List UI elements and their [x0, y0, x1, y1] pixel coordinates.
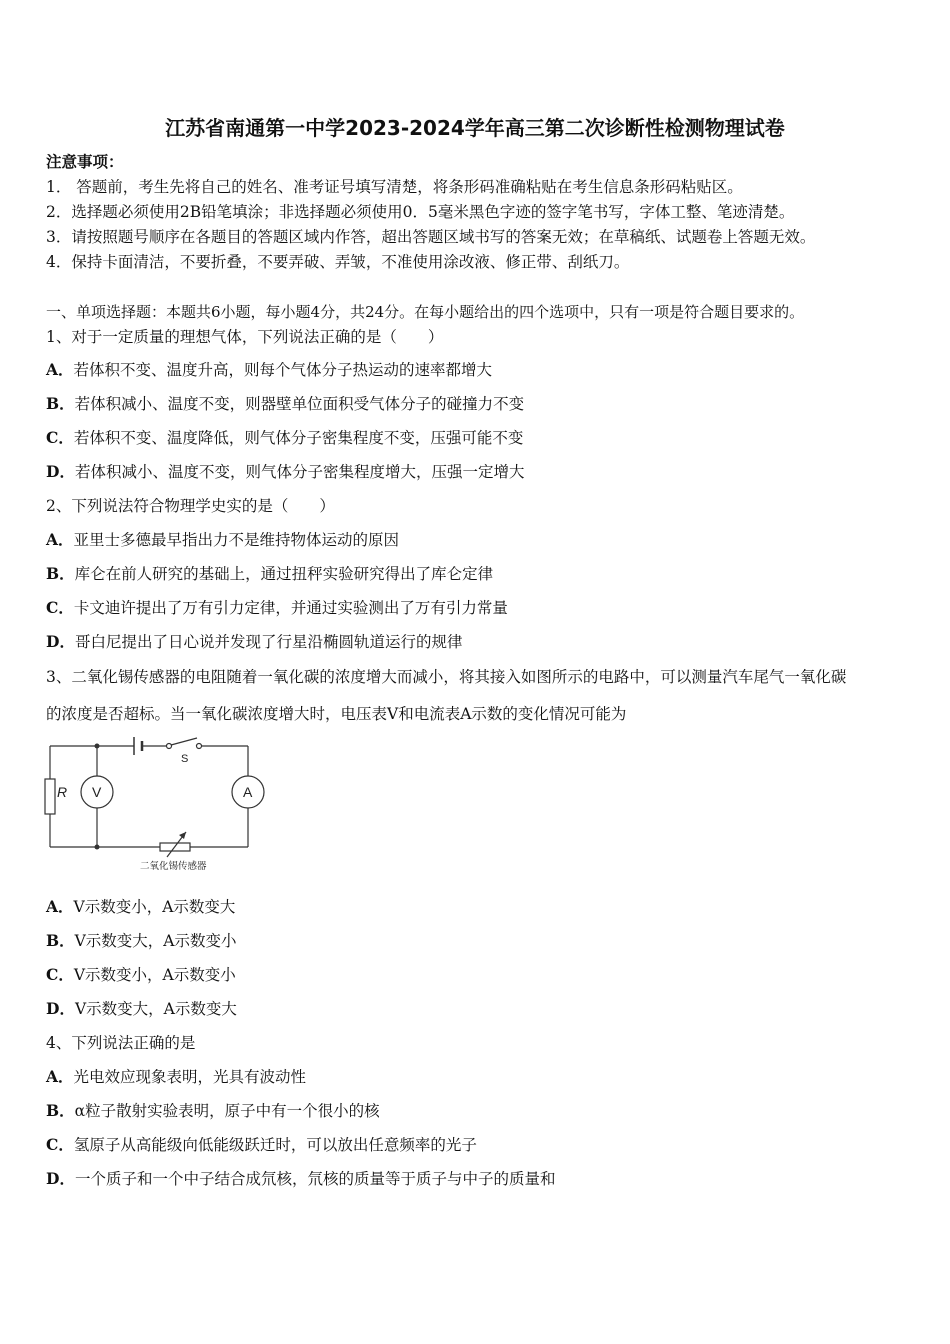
section-heading: 一、单项选择题：本题共6小题，每小题4分，共24分。在每小题给出的四个选项中，只有一项是符合题目要求的。	[46, 303, 805, 321]
question-stem: 2、下列说法符合物理学史实的是（ ）	[46, 497, 335, 515]
answer-option	[46, 564, 493, 584]
answer-option	[46, 530, 399, 550]
option-text: V示数变小，A示数变大	[73, 898, 236, 916]
resistor-label: R	[57, 784, 68, 800]
answer-option	[46, 965, 236, 985]
option-text: α粒子散射实验表明，原子中有一个很小的核	[74, 1102, 380, 1120]
option-letter: A．	[46, 897, 74, 916]
ammeter-label: A	[243, 784, 253, 800]
question-stem: 1、对于一定质量的理想气体，下列说法正确的是（ ）	[46, 328, 444, 346]
option-letter: D．	[46, 462, 75, 481]
answer-option	[46, 428, 523, 448]
sensor-caption: 二氧化锡传感器	[140, 861, 207, 872]
option-letter: A．	[46, 360, 74, 379]
option-text: V示数变大，A示数变小	[74, 932, 237, 950]
answer-option	[46, 1169, 555, 1189]
notice-heading: 注意事项：	[46, 152, 124, 171]
notice-item: 1． 答题前，考生先将自己的姓名、准考证号填写清楚，将条形码准确粘贴在考生信息条形码粘贴区。	[46, 178, 743, 196]
answer-option	[46, 1135, 477, 1155]
question-stem: 3、二氧化锡传感器的电阻随着一氧化碳的浓度增大而减小，将其接入如图所示的电路中，可以测量汽车尾气一氧化碳	[46, 668, 847, 686]
option-text: 氢原子从高能级向低能级跃迁时，可以放出任意频率的光子	[73, 1136, 477, 1154]
option-letter: C．	[46, 965, 74, 984]
option-letter: C．	[46, 1135, 74, 1154]
switch-label: S	[181, 753, 189, 765]
option-text: 若体积减小、温度不变，则气体分子密集程度增大，压强一定增大	[74, 463, 525, 481]
option-letter: B．	[46, 931, 75, 950]
answer-option	[46, 931, 237, 951]
answer-option	[46, 360, 492, 380]
option-letter: D．	[46, 1169, 75, 1188]
answer-option	[46, 598, 508, 618]
option-text: V示数变小，A示数变小	[73, 966, 236, 984]
option-letter: C．	[46, 598, 74, 617]
option-letter: B．	[46, 564, 75, 583]
notice-item: 4．保持卡面清洁，不要折叠，不要弄破、弄皱，不准使用涂改液、修正带、刮纸刀。	[46, 253, 630, 271]
option-letter: B．	[46, 1101, 75, 1120]
option-letter: D．	[46, 999, 75, 1018]
answer-option	[46, 1101, 380, 1121]
option-text: V示数变大，A示数变大	[74, 1000, 237, 1018]
page-title: 江苏省南通第一中学2023-2024学年高三第二次诊断性检测物理试卷	[165, 116, 785, 140]
voltmeter-label: V	[92, 784, 102, 800]
option-text: 一个质子和一个中子结合成氘核，氘核的质量等于质子与中子的质量和	[74, 1170, 556, 1188]
option-text: 光电效应现象表明，光具有波动性	[73, 1068, 307, 1086]
option-letter: A．	[46, 1067, 74, 1086]
question-stem: 的浓度是否超标。当一氧化碳浓度增大时，电压表V和电流表A示数的变化情况可能为	[46, 705, 627, 723]
option-text: 卡文迪许提出了万有引力定律，并通过实验测出了万有引力常量	[73, 599, 508, 617]
answer-option	[46, 897, 235, 917]
answer-option	[46, 462, 524, 482]
option-text: 哥白尼提出了日心说并发现了行星沿椭圆轨道运行的规律	[74, 633, 463, 651]
answer-option	[46, 632, 462, 652]
option-letter: D．	[46, 632, 75, 651]
circuit-diagram	[40, 730, 290, 875]
option-text: 若体积不变、温度降低，则气体分子密集程度不变，压强可能不变	[73, 429, 524, 447]
option-text: 若体积不变、温度升高，则每个气体分子热运动的速率都增大	[73, 361, 493, 379]
answer-option	[46, 394, 524, 414]
notice-item: 2．选择题必须使用2B铅笔填涂；非选择题必须使用0．5毫米黑色字迹的签字笔书写，字体工整、笔迹清楚。	[46, 203, 795, 221]
option-text: 库仑在前人研究的基础上，通过扭秤实验研究得出了库仑定律	[74, 565, 494, 583]
option-letter: B．	[46, 394, 75, 413]
option-text: 亚里士多德最早指出力不是维持物体运动的原因	[73, 531, 400, 549]
option-text: 若体积减小、温度不变，则器壁单位面积受气体分子的碰撞力不变	[74, 395, 525, 413]
answer-option	[46, 999, 237, 1019]
notice-item: 3．请按照题号顺序在各题目的答题区域内作答，超出答题区域书写的答案无效；在草稿纸、试题卷上答题无效。	[46, 228, 816, 246]
option-letter: C．	[46, 428, 74, 447]
answer-option	[46, 1067, 306, 1087]
option-letter: A．	[46, 530, 74, 549]
question-stem: 4、下列说法正确的是	[46, 1034, 196, 1052]
